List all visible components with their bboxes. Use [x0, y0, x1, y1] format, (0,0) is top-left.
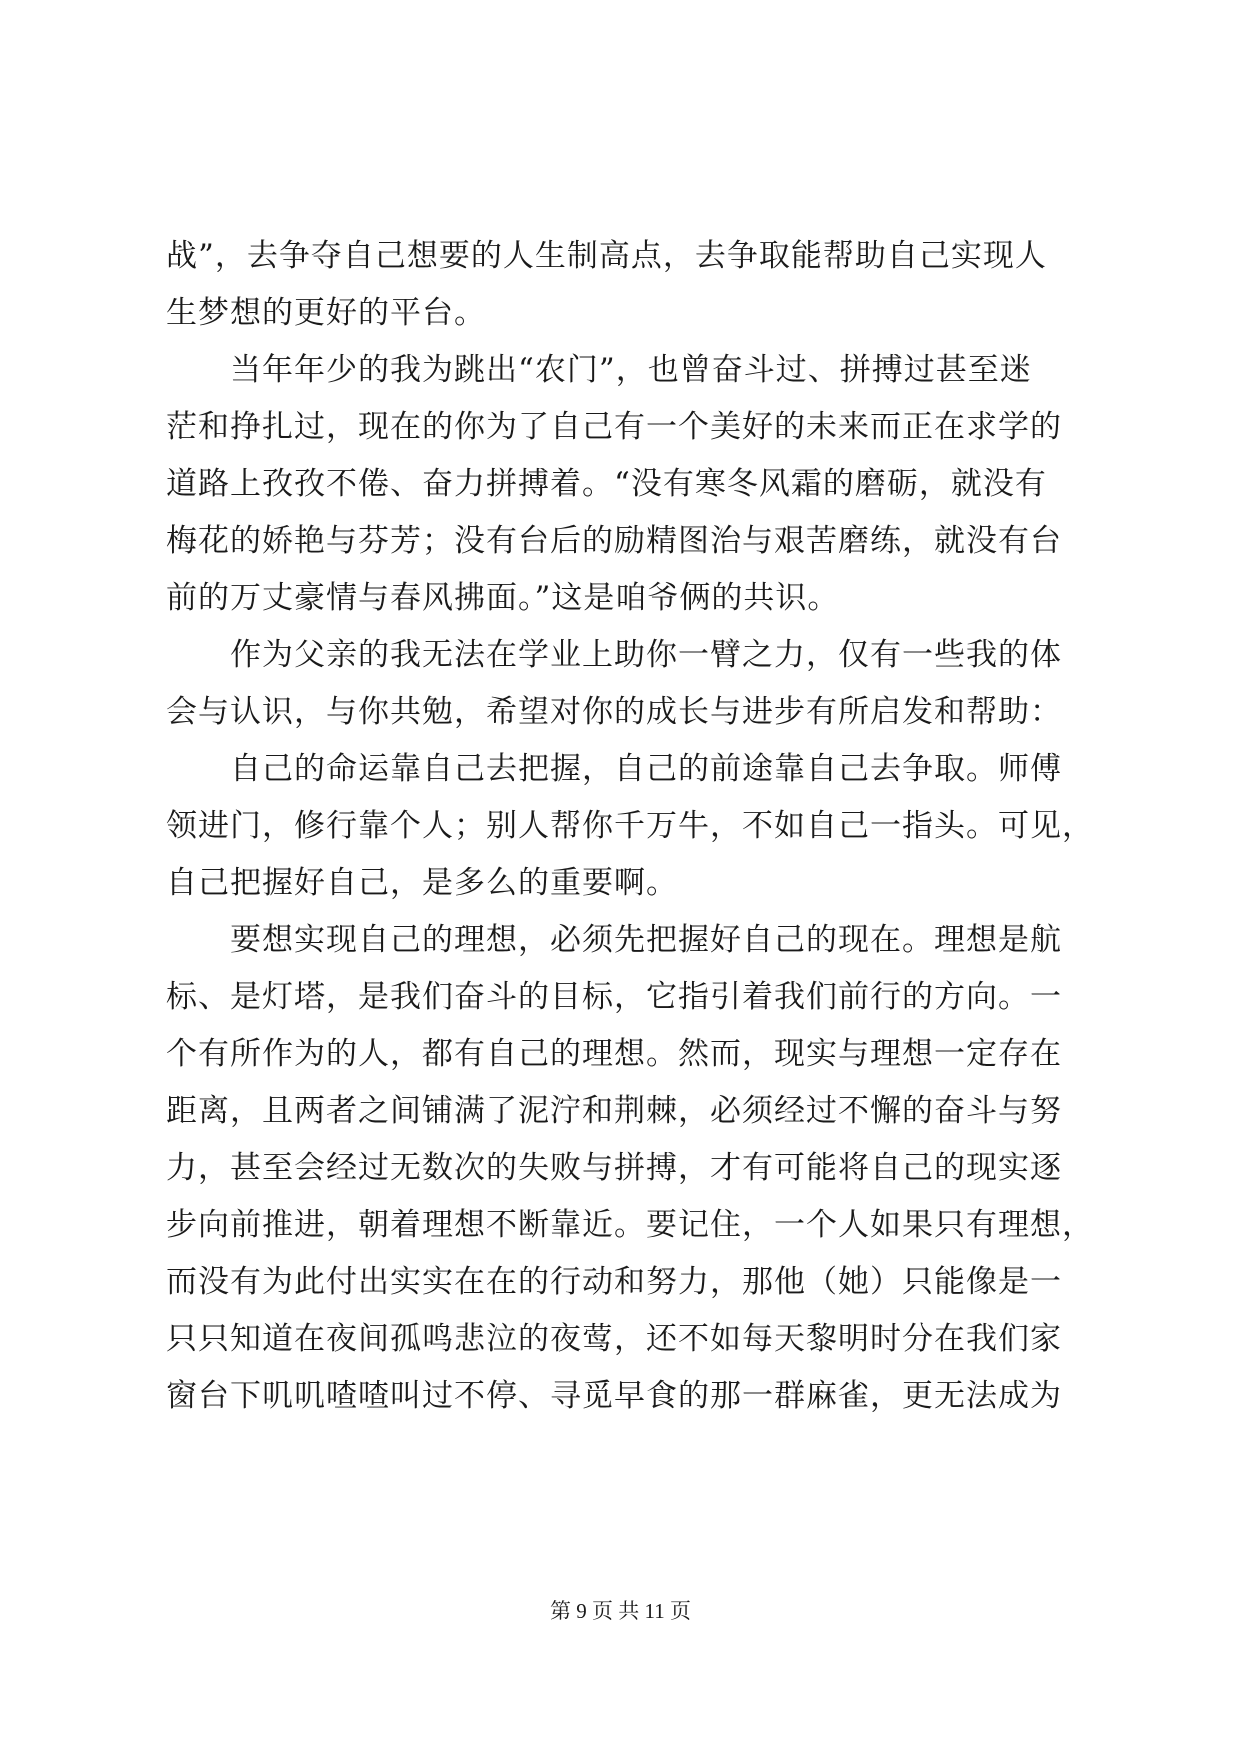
page-number-footer: 第 9 页 共 11 页 [550, 1599, 691, 1623]
text-line: 标、是灯塔，是我们奋斗的目标，它指引着我们前行的方向。一 [166, 979, 1062, 1015]
text-line: 自己把握好自己，是多么的重要啊。 [166, 865, 678, 901]
text-line: 茫和挣扎过，现在的你为了自己有一个美好的未来而正在求学的 [166, 409, 1062, 445]
text-line: 步向前推进，朝着理想不断靠近。要记住，一个人如果只有理想， [166, 1207, 1094, 1243]
text-line: 梅花的娇艳与芬芳；没有台后的励精图治与艰苦磨练，就没有台 [166, 523, 1062, 559]
text-line: 自己的命运靠自己去把握，自己的前途靠自己去争取。师傅 [166, 751, 1062, 787]
body-text [166, 228, 1094, 1425]
text-line: 窗台下叽叽喳喳叫过不停、寻觅早食的那一群麻雀，更无法成为 [166, 1378, 1062, 1414]
text-line: 要想实现自己的理想，必须先把握好自己的现在。理想是航 [166, 922, 1062, 958]
text-line: 只只知道在夜间孤鸣悲泣的夜莺，还不如每天黎明时分在我们家 [166, 1321, 1062, 1357]
text-line: 道路上孜孜不倦、奋力拼搏着。“没有寒冬风霜的磨砺，就没有 [166, 466, 1047, 502]
text-line: 距离，且两者之间铺满了泥泞和荆棘，必须经过不懈的奋斗与努 [166, 1093, 1062, 1129]
text-line: 作为父亲的我无法在学业上助你一臂之力，仅有一些我的体 [166, 637, 1062, 673]
text-line: 生梦想的更好的平台。 [166, 295, 486, 331]
text-line: 个有所作为的人，都有自己的理想。然而，现实与理想一定存在 [166, 1036, 1062, 1072]
text-line: 前的万丈豪情与春风拂面。”这是咱爷俩的共识。 [166, 580, 840, 616]
text-line: 而没有为此付出实实在在的行动和努力，那他（她）只能像是一 [166, 1264, 1062, 1300]
text-line: 领进门，修行靠个人；别人帮你千万牛，不如自己一指头。可见， [166, 808, 1094, 844]
text-line: 当年年少的我为跳出“农门”，也曾奋斗过、拼搏过甚至迷 [166, 352, 1032, 388]
text-line: 战”，去争夺自己想要的人生制高点，去争取能帮助自己实现人 [166, 238, 1047, 274]
text-line: 会与认识，与你共勉，希望对你的成长与进步有所启发和帮助： [166, 694, 1062, 730]
text-line: 力，甚至会经过无数次的失败与拼搏，才有可能将自己的现实逐 [166, 1150, 1062, 1186]
